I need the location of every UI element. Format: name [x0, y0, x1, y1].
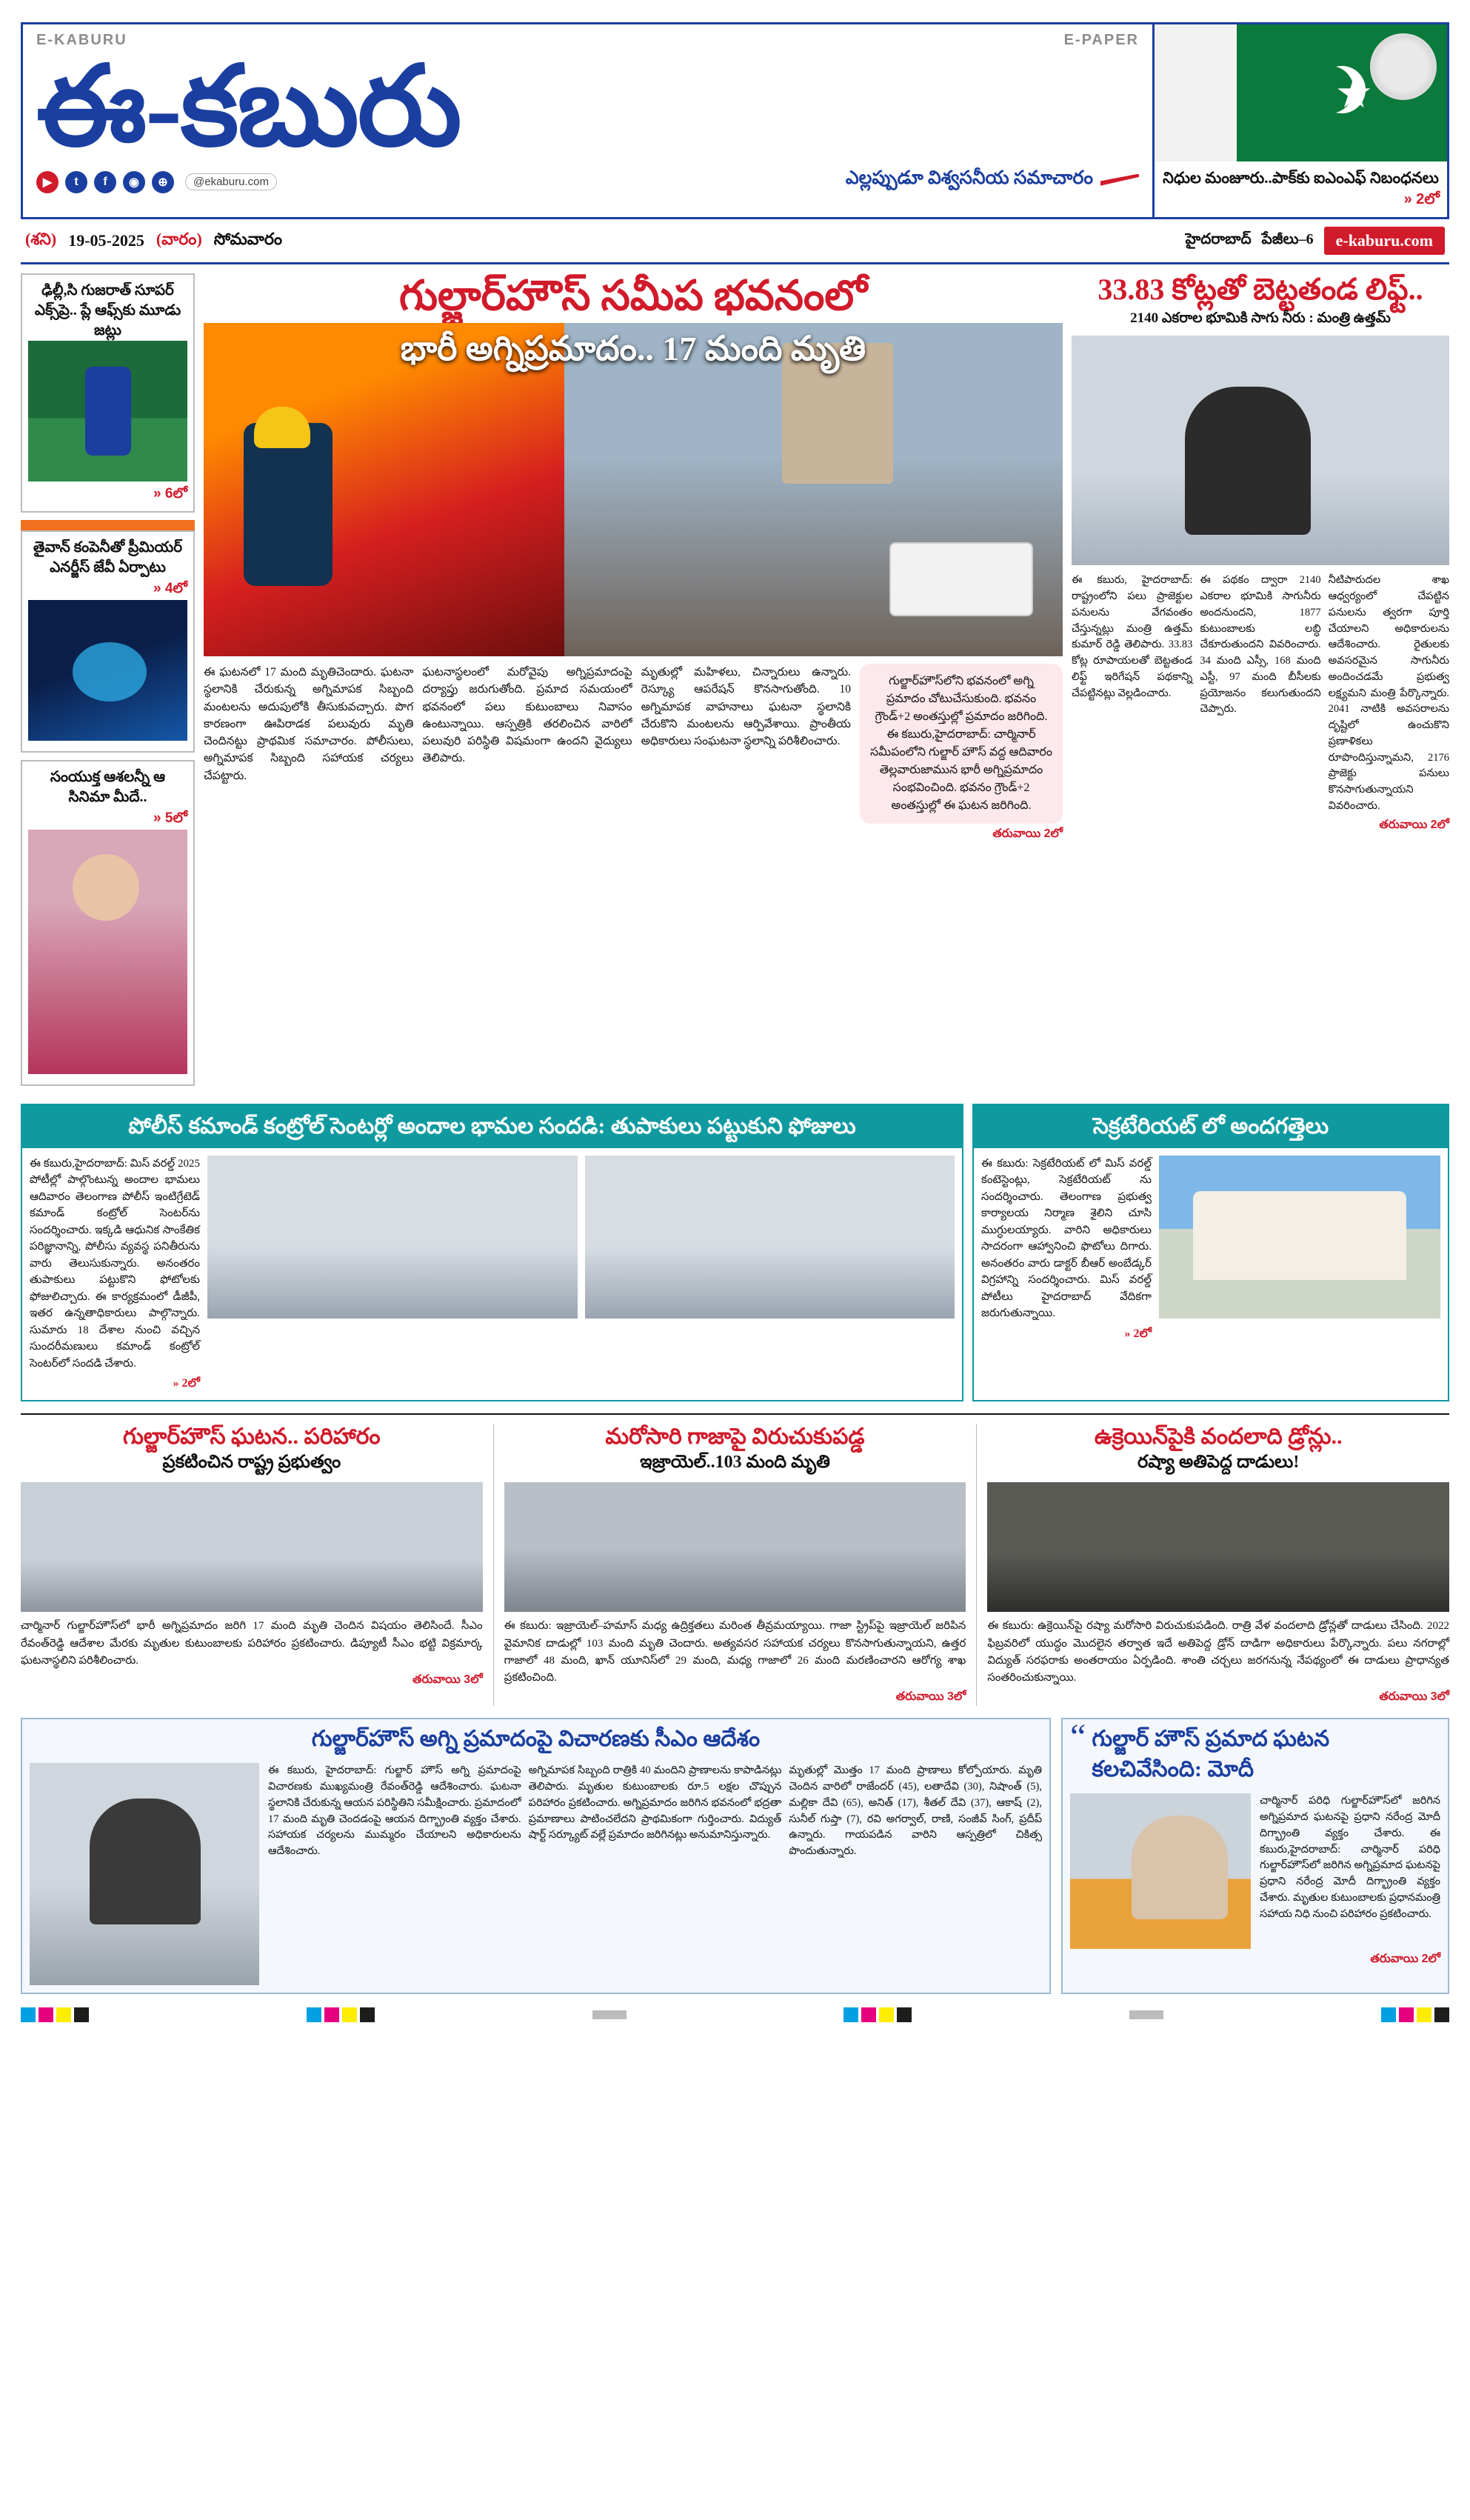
gaza-text: ఈ కబురు: ఇజ్రాయెల్–హమాస్ మధ్య ఉద్రిక్తతలు మరింత తీవ్రమయ్యాయి. గాజా స్ట్రిప్‌పై ఇజ్రాయెల్ జరిపిన వైమానిక దాడుల్లో 103 మంది మృతి చెందారు. అత్యవసర సహాయక చర్యలు కొనసాగుతున్నాయని, ఉత్తర గాజాలో 48 మంది, ఖాన్ యూనిస్‌లో 29 మంది, మధ్య గాజాలో 26 మంది మరణించారని ఆరోగ్య శాఖ ప్రకటించింది.: [504, 1620, 966, 1684]
gaza-continued[interactable]: తరువాయి 3లో: [895, 1690, 966, 1704]
lead-headline-overlay: భారీ అగ్నిప్రమాదం.. 17 మంది మృతి: [400, 330, 866, 368]
facebook-icon[interactable]: f: [94, 171, 116, 193]
masthead-main: [21, 22, 1152, 219]
left-rail-more-3[interactable]: » 5లో: [153, 810, 187, 827]
compensation-continued[interactable]: తరువాయి 3లో: [412, 1673, 483, 1687]
masthead-site-handle[interactable]: @ekaburu.com: [185, 173, 277, 190]
masthead-title: ఈ-కబురు: [36, 46, 461, 169]
lead-kicker: గుల్జార్‌హౌస్ సమీప భవనంలో: [398, 273, 868, 320]
story-gaza: [493, 1424, 966, 1706]
imf-seal-icon: [1370, 33, 1437, 100]
pages-label: పేజీలు–6: [1261, 230, 1314, 247]
secretariat-story: [972, 1104, 1449, 1401]
left-rail-text-1: ఢిల్లీ,సి గుజరాత్ సూపర్ ఎక్స్‌ప్రె.. ప్లే ఆఫ్స్‌కు మూడు జట్లు: [34, 282, 181, 339]
pm-narendra-modi-photo: [1070, 1793, 1251, 1949]
right-col-3: నీటిపారుదల శాఖ ఆధ్వర్యంలో చేపట్టిన పనులను త్వరగా పూర్తి చేయాలని అధికారులను ఆదేశించారు. రైతులకు అవసరమైన సాగునీరు అందించడమే ప్రభుత్వ లక్ష్యమని మంత్రి పేర్కొన్నారు. 2041 నాటికి అవసరాలను దృష్టిలో ఉంచుకొని ప్రణాళికలు రూపొందిస్తున్నామని, 2176 ప్రాజెక్టు పనులు కొనసాగుతున్నాయని వివరించారు.: [1328, 574, 1449, 812]
band-section: [21, 1104, 1449, 1401]
cm-inquiry-col-3: మృతుల్లో మొత్తం 17 మంది ప్రాణాలు కోల్పోయారు. మృతి చెందిన వారిలో రాజేందర్ (45), లతాదేవి (30), నిషాంత్ (5), మల్లికా దేవి (65), అనిత్ (17), శీతల్ దేవి (37), ఆకాష్ (2), సునీల్ గుప్తా (7), రవి అగర్వాల్, రాణి, సంజీవ్ సింగ్, ప్రదీప్ ఉన్నారు. గాయపడిన వారిని ఆస్పత్రిలో చికిత్స పొందుతున్నారు.: [789, 1764, 1043, 1858]
compensation-text: చార్మినార్ గుల్జార్‌హౌస్‌లో భారీ అగ్నిప్రమాదం జరిగి 17 మంది మృతి చెందిన విషయం తెలిసిందే. సీఎం రేవంత్‌రెడ్డి ఆదేశాల మేరకు మృతుల కుటుంబాలకు పరిహారం ప్రకటించారు. డిప్యూటీ సీఎం భట్టి విక్రమార్క ఘటనాస్థలిని పరిశీలించారు.: [21, 1620, 483, 1667]
left-rail-more-1[interactable]: » 6లో: [153, 486, 187, 502]
globe-icon[interactable]: ⊕: [152, 171, 174, 193]
swatch-yellow-4: [1417, 2007, 1431, 2022]
masthead-feature[interactable]: [1152, 22, 1449, 219]
swatch-black-4: [1434, 2007, 1449, 2022]
police-command-more[interactable]: » 2లో: [173, 1377, 200, 1390]
swatch-black-3: [897, 2007, 912, 2022]
masthead-feature-caption: నిధుల మంజూరు..పాక్‌కు ఐఎంఎఫ్ నిబంధనలు: [1163, 169, 1439, 187]
three-story-row: [21, 1413, 1449, 1706]
right-headline: 33.83 కోట్లతో బెట్టతండ లిఫ్ట్..: [1098, 273, 1423, 307]
left-rail: [21, 273, 195, 1093]
swatch-yellow: [56, 2007, 71, 2022]
swatch-magenta-2: [324, 2007, 339, 2022]
story-ukraine: [976, 1424, 1449, 1706]
masthead-left-label: E-KABURU: [36, 32, 127, 48]
masthead: [21, 0, 1449, 219]
site-badge[interactable]: e-kaburu.com: [1324, 227, 1445, 255]
lead-story: [204, 273, 1063, 1093]
modi-reaction-story: [1061, 1718, 1449, 1994]
date-value: 19-05-2025: [68, 231, 144, 250]
date-bar: [21, 219, 1449, 264]
deputy-cm-bhatti-vikramarka-photo: [21, 1482, 483, 1612]
twitter-icon[interactable]: t: [65, 171, 87, 193]
date-weekday: సోమవారం: [213, 229, 283, 248]
date-vaaram-tag: (వారం): [156, 229, 202, 248]
left-rail-item-3[interactable]: [21, 760, 195, 1086]
right-story: [1072, 273, 1449, 1093]
cm-inquiry-col-2: అగ్నిమాపక సిబ్బంది రాత్రికి 40 మందిని ప్రాణాలను కాపాడినట్లు తెలిపారు. మృతుల కుటుంబాలకు రూ.5 లక్షల చొప్పున పరిహారం ప్రకటించారు. అగ్నిప్రమాదం జరిగిన భవనంలో భద్రతా ప్రమాణాలు పాటించలేదని ప్రాథమికంగా గుర్తించారు. విద్యుత్ షార్ట్ సర్క్యూట్ వల్లే ప్రమాదం జరిగినట్లు అనుమానిస్తున్నారు.: [528, 1764, 782, 1841]
secretariat-more[interactable]: » 2లో: [1124, 1327, 1152, 1340]
cm-inquiry-col-1: ఈ కబురు, హైదరాబాద్: గుల్జార్ హౌస్ అగ్ని ప్రమాదంపై విచారణకు ముఖ్యమంత్రి రేవంత్‌రెడ్డి ఆదేశించారు. ఘటనా స్థలానికి చేరుకున్న ఆయన పరిస్థితిని సమీక్షించారు. ప్రమాదంలో 17 మంది మృతి చెందడంపై ఆయన దిగ్భ్రాంతి వ్యక్తం చేశారు. సహాయక చర్యలను ముమ్మరం చేయాలని అధికారులను ఆదేశించారు.: [268, 1764, 521, 1858]
lead-col-3: మృతుల్లో మహిళలు, చిన్నారులు ఉన్నారు. రెస్క్యూ ఆపరేషన్ కొనసాగుతోంది. 10 అగ్నిమాపక వాహనాలు ఘటనా స్థలానికి చేరుకొని మంటలను ఆర్పివేశాయి. ప్రాంతీయ అధికారులు సంఘటనా స్థలాన్ని పరిశీలించారు.: [641, 666, 851, 748]
swatch-cyan-2: [307, 2007, 321, 2022]
secretariat-headline: సెక్రటేరియట్ లో అందగత్తెలు: [974, 1105, 1448, 1148]
modi-continued[interactable]: తరువాయి 2లో: [1370, 1953, 1440, 1966]
police-command-control-photo: [207, 1156, 578, 1319]
ukraine-drone-attack-photo: [987, 1482, 1449, 1612]
masthead-bottom: [36, 168, 1139, 193]
pakistan-flag-imf-photo: [1155, 24, 1447, 161]
swatch-yellow-3: [879, 2007, 894, 2022]
compensation-subhead: ప్రకటించిన రాష్ట్ర ప్రభుత్వం: [162, 1453, 341, 1473]
cm-revanth-reddy-photo: [30, 1763, 259, 1985]
swatch-magenta-4: [1399, 2007, 1414, 2022]
cm-inquiry-headline: గుల్జార్‌హౌస్ అగ్ని ప్రమాదంపై విచారణకు సీఎం ఆదేశం: [311, 1727, 761, 1752]
cricket-photo: [28, 341, 187, 481]
swatch-cyan: [21, 2007, 36, 2022]
right-col-1: ఈ కబురు, హైదరాబాద్: రాష్ట్రంలోని పలు ప్రాజెక్టుల పనులను వేగవంతం చేస్తున్నట్లు మంత్రి ఉత్తమ్ కుమార్ రెడ్డి తెలిపారు. 33.83 కోట్ల రూపాయలతో బెట్టతండ లిఫ్ట్ ఇరిగేషన్ పథకాన్ని చేపట్టినట్లు వెల్లడించారు.: [1072, 574, 1193, 699]
lead-col-2: ఘటనాస్థలంలో మరోవైపు అగ్నిప్రమాదంపై దర్యాప్తు జరుగుతోంది. ప్రమాద సమయంలో భవనంలో పలు కుటుంబాలు నివాసం ఉంటున్నాయి. ఆస్పత్రికి తరలించిన వారిలో పలువురి పరిస్థితి విషమంగా ఉందని వైద్యులు తెలిపారు.: [422, 666, 632, 765]
gaza-strike-photo: [504, 1482, 966, 1612]
modi-headline: గుల్జార్ హౌస్ ప్రమాద ఘటన కలచివేసింది: మోదీ: [1092, 1727, 1330, 1782]
technology-photo: [28, 600, 187, 741]
right-continued[interactable]: తరువాయి 2లో: [1379, 818, 1449, 831]
police-command-story: [21, 1104, 963, 1401]
date-day-tag: (శని): [25, 229, 57, 248]
masthead-right-label: E-PAPER: [1063, 32, 1139, 48]
ukraine-continued[interactable]: తరువాయి 3లో: [1379, 1690, 1450, 1704]
main-grid: [21, 273, 1449, 1093]
beauty-queens-photo: [585, 1156, 955, 1319]
ukraine-subhead: రష్యా అతిపెద్ద దాడులు!: [1137, 1453, 1300, 1473]
swatch-black-2: [360, 2007, 375, 2022]
lead-pullquote: గుల్జార్‌హౌస్‌లోని భవనంలో అగ్ని ప్రమాదం చోటుచేసుకుంది. భవనం గ్రౌండ్+2 అంతస్తుల్లో ప్రమాదం జరిగింది. ఈ కబురు,హైదరాబాద్: చార్మినార్ సమీపంలోని గుల్జార్ హౌస్ వద్ద ఆదివారం తెల్లవారుజామున భారీ అగ్నిప్రమాదం సంభవించింది. భవనం గ్రౌండ్+2 అంతస్తుల్లో ఈ ఘటన జరిగింది.: [860, 664, 1063, 824]
modi-text: చార్మినార్ పరిధి గుల్జార్‌హౌస్‌లో జరిగిన అగ్నిప్రమాద ఘటనపై ప్రధాని నరేంద్ర మోదీ దిగ్భ్రాంతి వ్యక్తం చేశారు. ఈ కబురు,హైదరాబాద్: చార్మినార్ పరిధి గుల్జార్‌హౌస్‌లో జరిగిన అగ్నిప్రమాద ఘటనపై ప్రధాని నరేంద్ర మోదీ దిగ్భ్రాంతి వ్యక్తం చేశారు. మృతుల కుటుంబాలకు ప్రధానమంత్రి సహాయ నిధి నుంచి పరిహారం ప్రకటించారు.: [1260, 1795, 1440, 1920]
swoosh-icon: [1100, 174, 1139, 187]
left-rail-text-3: సంయుక్త ఆశలన్నీ ఆ సినిమా మీదే..: [50, 769, 166, 806]
ukraine-text: ఈ కబురు: ఉక్రెయిన్‌పై రష్యా మరోసారి విరుచుకుపడింది. రాత్రి వేళ వందలాది డ్రోన్లతో దాడులు చేసింది. 2022 ఫిబ్రవరిలో యుద్ధం మొదలైన తర్వాత ఇదే అతిపెద్ద డ్రోన్ దాడిగా అధికారులు పేర్కొన్నారు. పలు నగరాల్లో విద్యుత్ సరఫరాకు అంతరాయం ఏర్పడింది. శాంతి చర్చలు జరగనున్న నేపథ్యంలో ఈ దాడులు ప్రాధాన్యత సంతరించుకున్నాయి.: [987, 1620, 1450, 1684]
registration-mark-2: [1129, 2010, 1163, 2019]
lead-col-1: ఈ ఘటనలో 17 మంది మృతిచెందారు. ఘటనా స్థలానికి చేరుకున్న అగ్నిమాపక సిబ్బంది మంటలను అదుపులోకి తీసుకువచ్చారు. పొగ కారణంగా ఊపిరాడక పలువురు మృతి చెందినట్టు ప్రాథమిక సమాచారం. పోలీసులు, అగ్నిమాపక సిబ్బంది సహాయక చర్యలు చేపట్టారు.: [204, 666, 414, 782]
swatch-cyan-4: [1381, 2007, 1396, 2022]
left-rail-item-1[interactable]: [21, 273, 195, 513]
print-registration-bar: [21, 2007, 1449, 2033]
swatch-yellow-2: [342, 2007, 357, 2022]
left-rail-item-2[interactable]: [21, 530, 195, 753]
actress-photo: [28, 830, 187, 1074]
police-command-headline: పోలీస్ కమాండ్ కంట్రోల్ సెంటర్లో అందాల భామల సందడి: తుపాకులు పట్టుకుని ఫోజులు: [22, 1105, 962, 1148]
right-col-2: ఈ పథకం ద్వారా 2140 ఎకరాల భూమికి సాగునీరు అందనుందని, 1877 కుటుంబాలకు లబ్ధి చేకూరుతుందని వివరించారు. 34 మంది ఎస్సీ, 168 మంది ఎస్టీ, 97 మంది బీసీలకు ప్రయోజనం కలుగుతుందని చెప్పారు.: [1200, 574, 1321, 716]
ukraine-headline: ఉక్రెయిన్‌పైకి వందలాది డ్రోన్లు..: [1094, 1424, 1343, 1450]
right-subhead: 2140 ఎకరాల భూమికి సాగు నీరు : మంత్రి ఉత్తమ్: [1130, 310, 1391, 327]
divider-orange: [21, 520, 195, 530]
masthead-tagline: ఎల్లప్పుడూ విశ్వసనీయ సమాచారం: [845, 167, 1093, 188]
swatch-black: [74, 2007, 89, 2022]
lead-body: [204, 664, 1063, 843]
helmet-icon: [254, 407, 310, 448]
left-rail-text-2: తైవాన్ కంపెనీతో ప్రీమియర్ ఎనర్జీస్ జేవీ ఏర్పాటు: [33, 539, 183, 576]
gaza-headline: మరోసారి గాజాపై విరుచుకుపడ్డ: [605, 1424, 865, 1450]
social-icons[interactable]: [36, 171, 277, 193]
ambulance-vehicle: [889, 542, 1033, 616]
swatch-magenta-3: [861, 2007, 876, 2022]
gaza-subhead: ఇజ్రాయెల్..103 మంది మృతి: [640, 1453, 830, 1473]
instagram-icon[interactable]: ◉: [123, 171, 145, 193]
lead-continued[interactable]: తరువాయి 2లో: [992, 827, 1063, 841]
fire-accident-charminar-photo: [204, 323, 1063, 656]
bottom-section: [21, 1718, 1449, 1994]
left-rail-more-2[interactable]: » 4లో: [153, 581, 187, 597]
swatch-magenta: [39, 2007, 53, 2022]
secretariat-building-photo: [1159, 1156, 1440, 1319]
cm-inquiry-story: [21, 1718, 1051, 1994]
masthead-feature-more[interactable]: » 2లో: [1403, 191, 1440, 208]
secretariat-text: ఈ కబురు: సెక్రటేరియట్ లో మిస్ వరల్డ్ కంటెస్టెంట్లు, సెక్రటేరియట్ ను సందర్శించారు. తెలంగాణ ప్రభుత్వ కార్యాలయ నిర్మాణ శైలిని చూసి ముగ్ధులయ్యారు. వారిని అధికారులు సాదరంగా ఆహ్వానించి ఫొటోలు దిగారు. అనంతరం వారు డాక్టర్ బీఆర్ అంబేడ్కర్ విగ్రహాన్ని సందర్శించారు. మిస్ వరల్డ్ పోటీలు హైదరాబాద్ వేదికగా జరుగుతున్నాయి.: [981, 1157, 1152, 1320]
registration-mark-1: [592, 2010, 627, 2019]
quote-icon: “: [1070, 1717, 1086, 1757]
edition-label: హైదరాబాద్: [1185, 230, 1252, 247]
story-compensation: [21, 1424, 483, 1706]
swatch-cyan-3: [843, 2007, 858, 2022]
compensation-headline: గుల్జార్‌హౌస్ ఘటన.. పరిహారం: [123, 1424, 381, 1450]
flag-white-band: [1155, 24, 1237, 161]
minister-uttam-kumar-reddy-photo: [1072, 336, 1449, 565]
youtube-icon[interactable]: ▶: [36, 171, 59, 193]
police-command-text: ఈ కబురు,హైదరాబాద్: మిస్ వరల్డ్ 2025 పోటీల్లో పాల్గొంటున్న అందాల భామలు ఆదివారం తెలంగాణ పోలీస్ ఇంటిగ్రేటెడ్ కమాండ్ కంట్రోల్ సెంటర్‌ను సందర్శించారు. ఇక్కడి ఆధునిక సాంకేతిక పరిజ్ఞానాన్ని, పోలీసు వ్యవస్థ పనితీరును వారు తెలుసుకున్నారు. అనంతరం తుపాకులు పట్టుకొని ఫోటోలకు ఫోజులిచ్చారు. ఈ కార్యక్రమంలో డీజీపీ, ఇతర ఉన్నతాధికారులు పాల్గొన్నారు. సుమారు 18 దేశాల నుంచి వచ్చిన సుందరీమణులు కమాండ్ కంట్రోల్ సెంటర్‌లో సందడి చేశారు.: [30, 1157, 200, 1370]
right-body: [1072, 573, 1449, 814]
